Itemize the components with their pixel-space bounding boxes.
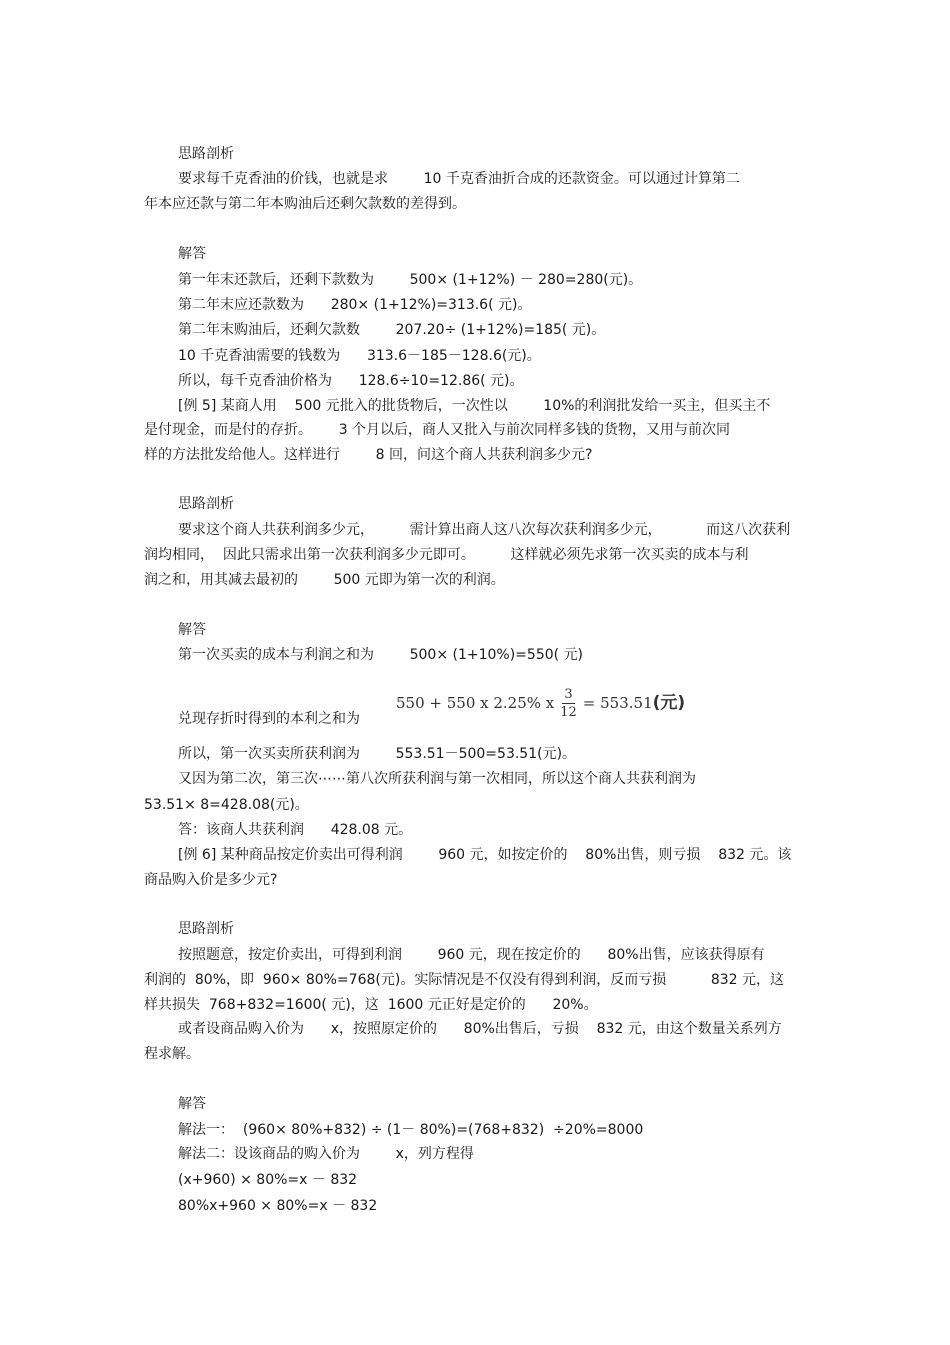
text-line-23: 答：该商人共获利润 428.08 元。 [178,822,413,838]
formula-lhs: 550 + 550 x 2.25% x [396,694,555,712]
text-line-26: 思路剖析 [178,921,234,937]
formula-fraction [558,686,579,721]
text-line-8: 10 千克香油需要的钱数为 313.6－185－128.6(元)。 [178,348,541,364]
fraction-denominator: 12 [560,704,577,720]
text-line-35: (x+960) × 80%=x － 832 [178,1172,358,1188]
text-line-4: 解答 [178,246,206,262]
text-line-30: 或者设商品购入价为 x，按照原定价的 80%出售后，亏损 832 元，由这个数量关系列方 [178,1021,782,1037]
text-line-13: 思路剖析 [178,496,234,512]
formula-rhs: = 553.51 [582,694,653,712]
text-line-11: 是付现金，而是付的存折。 3 个月以后，商人又批入与前次同样多钱的货物，又用与前次同 [144,422,731,438]
text-line-6: 第二年末应还款数为 280× (1+12%)=313.6( 元)。 [178,297,532,313]
text-line-21: 又因为第二次，第三次⋯⋯第八次所获利润与第一次相同，所以这个商人共获利润为 [178,771,696,787]
fraction-numerator: 3 [564,686,573,702]
text-line-19: 兑现存折时得到的本利之和为 [178,711,360,727]
text-line-2: 要求每千克香油的价钱，也就是求 10 千克香油折合成的还款资金。可以通过计算第二 [178,171,740,187]
text-line-16: 润之和，用其减去最初的 500 元即为第一次的利润。 [144,572,505,588]
text-line-22: 53.51× 8=428.08(元)。 [144,797,309,813]
text-line-18: 第一次买卖的成本与利润之和为 500× (1+10%)=550( 元) [178,647,584,663]
text-line-7: 第二年末购油后，还剩欠款数 207.20÷ (1+12%)=185( 元)。 [178,322,606,338]
text-line-32: 解答 [178,1096,206,1112]
text-line-1: 思路剖析 [178,146,234,162]
text-line-3: 年本应还款与第二年本购油后还剩欠款数的差得到。 [144,196,466,212]
text-line-29: 样共损失 768+832=1600( 元)，这 1600 元正好是定价的 20%。 [144,997,598,1013]
text-line-24: [例 6] 某种商品按定价卖出可得利润 960 元，如按定价的 80%出售，则亏损 832 元。该 [178,847,792,863]
text-line-10: [例 5] 某商人用 500 元批入的批货物后，一次性以 10%的利润批发给一买主，但买主不 [178,398,771,414]
text-line-27: 按照题意，按定价卖出，可得到利润 960 元，现在按定价的 80%出售，应该获得原有 [178,947,765,963]
text-line-15: 润均相同， 因此只需求出第一次获利润多少元即可。 这样就必须先求第一次买卖的成本与利 [144,547,749,563]
text-line-14: 要求这个商人共获利润多少元， 需计算出商人这八次每次获利润多少元， 而这八次获利 [178,522,791,538]
text-line-9: 所以，每千克香油价格为 128.6÷10=12.86( 元)。 [178,373,524,389]
text-line-28: 利润的 80%，即 960× 80%=768(元)。实际情况是不仅没有得到利润，反而亏损 832 元，这 [144,972,784,988]
text-line-36: 80%x+960 × 80%=x － 832 [178,1198,378,1214]
text-line-17: 解答 [178,622,206,638]
text-line-12: 样的方法批发给他人。这样进行 8 回，问这个商人共获利润多少元? [144,447,593,463]
interest-formula [396,681,685,725]
text-line-31: 程求解。 [144,1046,200,1062]
text-line-20: 所以，第一次买卖所获利润为 553.51－500=53.51(元)。 [178,746,577,762]
text-line-5: 第一年末还款后，还剩下款数为 500× (1+12%) － 280=280(元)。 [178,272,643,288]
text-line-34: 解法二：设该商品的购入价为 x，列方程得 [178,1146,474,1162]
text-line-33: 解法一： (960× 80%+832) ÷ (1－ 80%)=(768+832) ÷20%=8000 [178,1122,644,1138]
formula-unit: (元) [652,693,686,713]
text-line-25: 商品购入价是多少元? [144,872,278,888]
